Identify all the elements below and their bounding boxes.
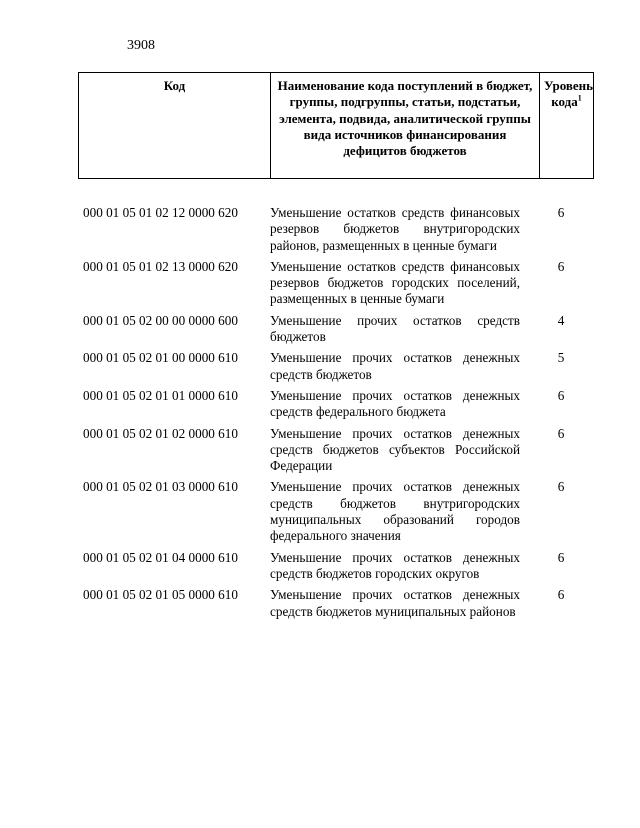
row-level: 6 bbox=[557, 549, 565, 565]
header-name: Наименование кода поступлений в бюджет, группы, подгруппы, статьи, подстатьи, элемента, подвида, аналитической группы вида источников финансирования дефицитов бюджетов bbox=[271, 73, 540, 179]
table-row bbox=[78, 426, 594, 480]
row-name: Уменьшение прочих остатков денежных средств бюджетов городских округов bbox=[270, 549, 520, 581]
table-row bbox=[78, 205, 594, 259]
table-row bbox=[78, 350, 594, 388]
row-level: 6 bbox=[557, 258, 565, 274]
row-name: Уменьшение остатков средств финансовых резервов бюджетов городских поселений, размещенных в ценные бумаги bbox=[270, 258, 520, 307]
row-name: Уменьшение прочих остатков денежных средств бюджетов муниципальных районов bbox=[270, 587, 520, 619]
row-level: 5 bbox=[557, 350, 565, 366]
table-row bbox=[78, 550, 594, 588]
table-row bbox=[78, 388, 594, 426]
row-code: 000 01 05 02 00 00 0000 600 bbox=[83, 312, 238, 328]
row-code: 000 01 05 01 02 13 0000 620 bbox=[83, 258, 238, 274]
row-name: Уменьшение остатков средств финансовых резервов бюджетов внутригородских районов, размещенных в ценные бумаги bbox=[270, 205, 520, 253]
row-code: 000 01 05 02 01 03 0000 610 bbox=[83, 479, 238, 495]
row-level: 6 bbox=[557, 587, 565, 603]
codes-table bbox=[78, 205, 594, 625]
table-header bbox=[78, 72, 594, 179]
row-code: 000 01 05 01 02 12 0000 620 bbox=[83, 205, 238, 220]
row-level: 6 bbox=[557, 205, 565, 220]
table-row bbox=[78, 259, 594, 313]
header-code: Код bbox=[79, 73, 271, 179]
table-row bbox=[78, 479, 594, 549]
row-code: 000 01 05 02 01 04 0000 610 bbox=[83, 549, 238, 565]
row-code: 000 01 05 02 01 02 0000 610 bbox=[83, 425, 238, 441]
table-row bbox=[78, 587, 594, 625]
row-code: 000 01 05 02 01 00 0000 610 bbox=[83, 350, 238, 366]
row-name: Уменьшение прочих остатков средств бюджетов bbox=[270, 312, 520, 345]
page-number: 3908 bbox=[127, 38, 155, 53]
row-code: 000 01 05 02 01 01 0000 610 bbox=[83, 387, 238, 403]
header-row bbox=[79, 73, 594, 179]
header-level bbox=[540, 73, 594, 179]
row-level: 6 bbox=[557, 425, 565, 441]
header-level-label: Уровень кода bbox=[544, 78, 594, 110]
row-name: Уменьшение прочих остатков денежных средств бюджетов внутригородских муниципальных образований городов федерального значения bbox=[270, 479, 520, 544]
row-level: 6 bbox=[557, 387, 565, 403]
header-level-footnote: 1 bbox=[577, 93, 582, 103]
row-level: 6 bbox=[557, 479, 565, 495]
row-name: Уменьшение прочих остатков денежных средств федерального бюджета bbox=[270, 387, 520, 420]
table-row bbox=[78, 313, 594, 351]
row-name: Уменьшение прочих остатков денежных средств бюджетов субъектов Российской Федерации bbox=[270, 425, 520, 474]
row-name: Уменьшение прочих остатков денежных средств бюджетов bbox=[270, 350, 520, 382]
row-code: 000 01 05 02 01 05 0000 610 bbox=[83, 587, 238, 603]
row-level: 4 bbox=[557, 312, 565, 328]
